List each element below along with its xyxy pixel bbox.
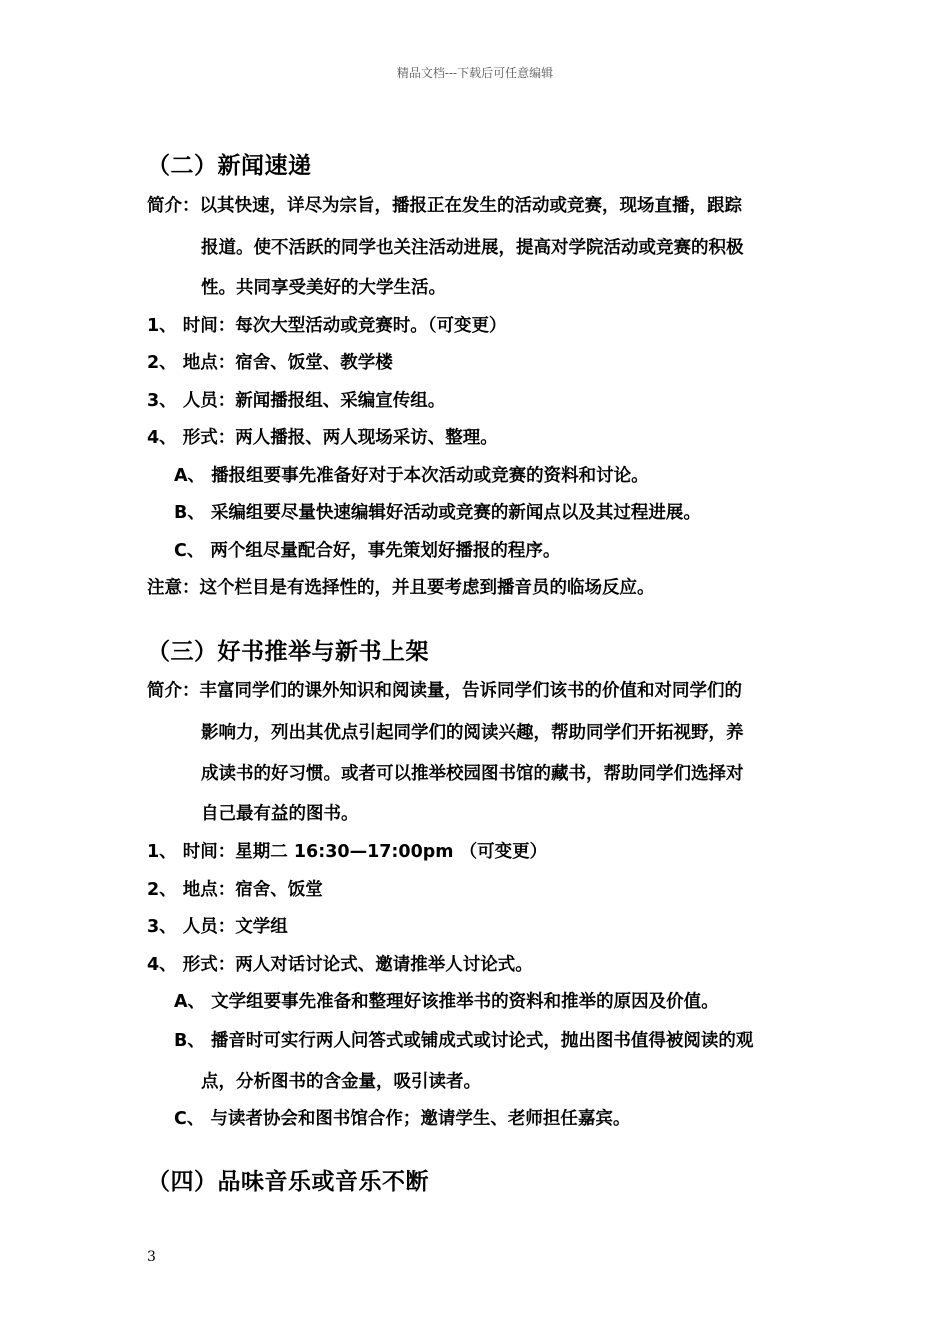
intro-line: 报道。使不活跃的同学也关注活动进展，提高对学院活动或竞赛的积极 bbox=[201, 238, 744, 258]
intro-line: 简介：丰富同学们的课外知识和阅读量，告诉同学们该书的价值和对同学们的 bbox=[147, 681, 742, 701]
list-item: 1、 时间：星期二 16:30—17:00pm （可变更） bbox=[147, 842, 548, 862]
section-title-news: （二）新闻速递 bbox=[147, 153, 312, 179]
list-item: 4、 形式：两人播报、两人现场采访、整理。 bbox=[147, 428, 498, 448]
sub-item: B、 播音时可实行两人问答式或铺成式或讨论式，抛出图书值得被阅读的观 bbox=[174, 1031, 754, 1051]
sub-item: B、 采编组要尽量快速编辑好活动或竞赛的新闻点以及其过程进展。 bbox=[174, 503, 701, 523]
list-item: 4、 形式：两人对话讨论式、邀请推举人讨论式。 bbox=[147, 955, 533, 975]
page-number: 3 bbox=[147, 1249, 156, 1265]
intro-line: 性。共同享受美好的大学生活。 bbox=[201, 278, 446, 298]
section-title-music: （四）品味音乐或音乐不断 bbox=[147, 1169, 429, 1195]
list-item: 3、 人员：文学组 bbox=[147, 917, 288, 937]
page-header: 精品文档---下载后可任意编辑 bbox=[396, 66, 554, 80]
list-item: 2、 地点：宿舍、饭堂、教学楼 bbox=[147, 353, 393, 373]
intro-line: 自己最有益的图书。 bbox=[201, 804, 359, 824]
intro-line: 成读书的好习惯。或者可以推举校园图书馆的藏书，帮助同学们选择对 bbox=[201, 764, 744, 784]
intro-line: 简介：以其快速，详尽为宗旨，播报正在发生的活动或竞赛，现场直播，跟踪 bbox=[147, 196, 742, 216]
sub-item: A、 播报组要事先准备好对于本次活动或竞赛的资料和讨论。 bbox=[174, 466, 649, 486]
sub-item: C、 两个组尽量配合好，事先策划好播报的程序。 bbox=[174, 541, 561, 561]
section-title-books: （三）好书推举与新书上架 bbox=[147, 639, 429, 665]
list-item: 1、 时间：每次大型活动或竞赛时。（可变更） bbox=[147, 316, 507, 336]
sub-item: A、 文学组要事先准备和整理好该推举书的资料和推举的原因及价值。 bbox=[174, 992, 719, 1012]
list-item: 3、 人员：新闻播报组、采编宣传组。 bbox=[147, 391, 446, 411]
note-line: 注意：这个栏目是有选择性的，并且要考虑到播音员的临场反应。 bbox=[147, 578, 655, 598]
intro-line: 影响力，列出其优点引起同学们的阅读兴趣，帮助同学们开拓视野，养 bbox=[201, 723, 744, 743]
sub-item: C、 与读者协会和图书馆合作；邀请学生、老师担任嘉宾。 bbox=[174, 1109, 631, 1129]
sub-item-continued: 点，分析图书的含金量，吸引读者。 bbox=[201, 1072, 481, 1092]
list-item: 2、 地点：宿舍、饭堂 bbox=[147, 880, 323, 900]
